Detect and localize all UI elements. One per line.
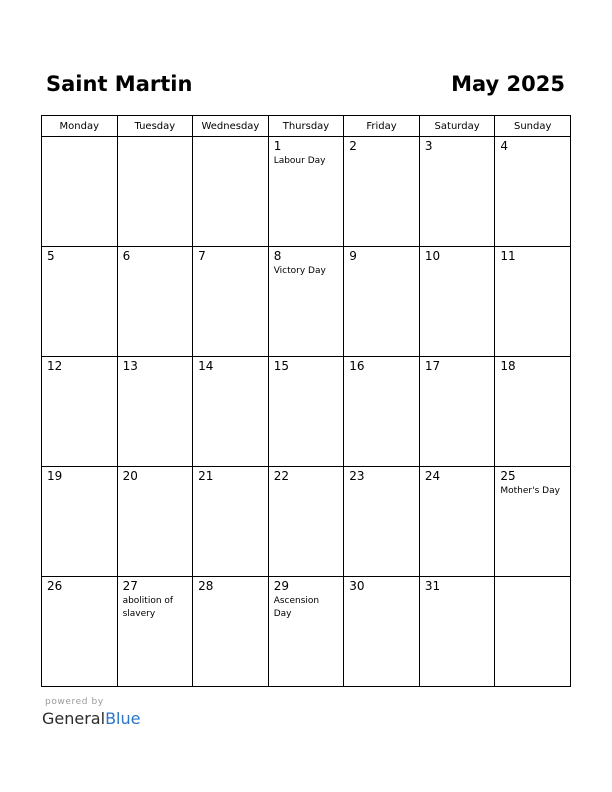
empty-day-cell	[495, 577, 571, 687]
weekday-header-friday: Friday	[344, 116, 420, 137]
day-number: 10	[424, 249, 441, 263]
day-cell	[344, 137, 420, 247]
day-number: 15	[273, 359, 289, 373]
day-cell	[268, 357, 344, 467]
day-number: 6	[122, 249, 131, 263]
day-cell	[268, 577, 344, 687]
weekday-header-row	[42, 116, 571, 137]
day-number: 7	[198, 249, 206, 263]
day-cell	[495, 357, 571, 467]
generalblue-logo	[42, 709, 140, 729]
day-number: 19	[47, 469, 63, 483]
day-number: 28	[198, 579, 214, 593]
day-cell	[193, 467, 269, 577]
day-cell	[495, 247, 571, 357]
day-cell	[193, 247, 269, 357]
day-cell	[117, 247, 193, 357]
day-cell	[344, 247, 420, 357]
day-number: 30	[349, 579, 365, 593]
logo-general-text: General	[42, 709, 106, 728]
day-number: 4	[500, 139, 509, 153]
day-cell	[42, 577, 118, 687]
day-cell	[419, 137, 495, 247]
day-cell	[193, 357, 269, 467]
week-row	[42, 577, 571, 687]
day-number: 5	[47, 249, 55, 263]
month-year-title: May 2025	[451, 72, 565, 96]
day-number: 31	[424, 579, 441, 593]
day-cell	[117, 357, 193, 467]
day-cell	[419, 577, 495, 687]
day-cell	[117, 577, 193, 687]
calendar-grid	[41, 115, 571, 687]
weekday-header-monday: Monday	[42, 116, 118, 137]
empty-day-cell	[117, 137, 193, 247]
day-cell	[117, 467, 193, 577]
day-number: 16	[349, 359, 365, 373]
day-number: 2	[349, 139, 357, 153]
weekday-header-tuesday: Tuesday	[117, 116, 193, 137]
day-cell	[344, 577, 420, 687]
logo-blue-text: Blue	[105, 709, 141, 728]
day-number: 3	[424, 139, 433, 153]
day-number: 24	[424, 469, 441, 483]
calendar-body	[42, 137, 571, 687]
holiday-label: Mother's Day	[500, 486, 560, 496]
weekday-header-wednesday: Wednesday	[193, 116, 269, 137]
day-cell	[268, 247, 344, 357]
day-cell	[344, 467, 420, 577]
day-number: 27	[122, 579, 138, 593]
day-number: 11	[500, 249, 516, 263]
day-number: 17	[424, 359, 441, 373]
weekday-header-sunday: Sunday	[495, 116, 571, 137]
day-cell	[419, 467, 495, 577]
day-cell	[344, 357, 420, 467]
day-number: 25	[500, 469, 516, 483]
holiday-label: Ascension Day	[273, 596, 320, 619]
day-number: 22	[273, 469, 289, 483]
weekday-header-saturday: Saturday	[419, 116, 495, 137]
day-number: 12	[47, 359, 63, 373]
brand-footer	[42, 697, 140, 729]
day-cell	[495, 467, 571, 577]
week-row	[42, 247, 571, 357]
weekday-header-thursday: Thursday	[268, 116, 344, 137]
day-cell	[42, 247, 118, 357]
day-cell	[419, 247, 495, 357]
day-number: 8	[273, 249, 282, 263]
day-number: 26	[47, 579, 63, 593]
day-cell	[268, 467, 344, 577]
day-number: 14	[198, 359, 214, 373]
day-number: 20	[122, 469, 138, 483]
week-row	[42, 357, 571, 467]
day-number: 23	[349, 469, 365, 483]
week-row	[42, 467, 571, 577]
day-cell	[42, 467, 118, 577]
empty-day-cell	[42, 137, 118, 247]
day-number: 21	[198, 469, 214, 483]
holiday-label: Labour Day	[273, 156, 326, 166]
day-cell	[42, 357, 118, 467]
day-cell	[193, 577, 269, 687]
day-cell	[419, 357, 495, 467]
region-title: Saint Martin	[46, 72, 193, 96]
powered-by-label: powered by	[45, 697, 104, 707]
day-number: 18	[500, 359, 516, 373]
day-number: 29	[273, 579, 289, 593]
holiday-label: Victory Day	[273, 266, 326, 276]
day-number: 9	[349, 249, 357, 263]
week-row	[42, 137, 571, 247]
holiday-label: abolition of slavery	[122, 596, 174, 619]
day-cell	[495, 137, 571, 247]
day-number: 1	[273, 139, 282, 153]
day-cell	[268, 137, 344, 247]
day-number: 13	[122, 359, 138, 373]
empty-day-cell	[193, 137, 269, 247]
